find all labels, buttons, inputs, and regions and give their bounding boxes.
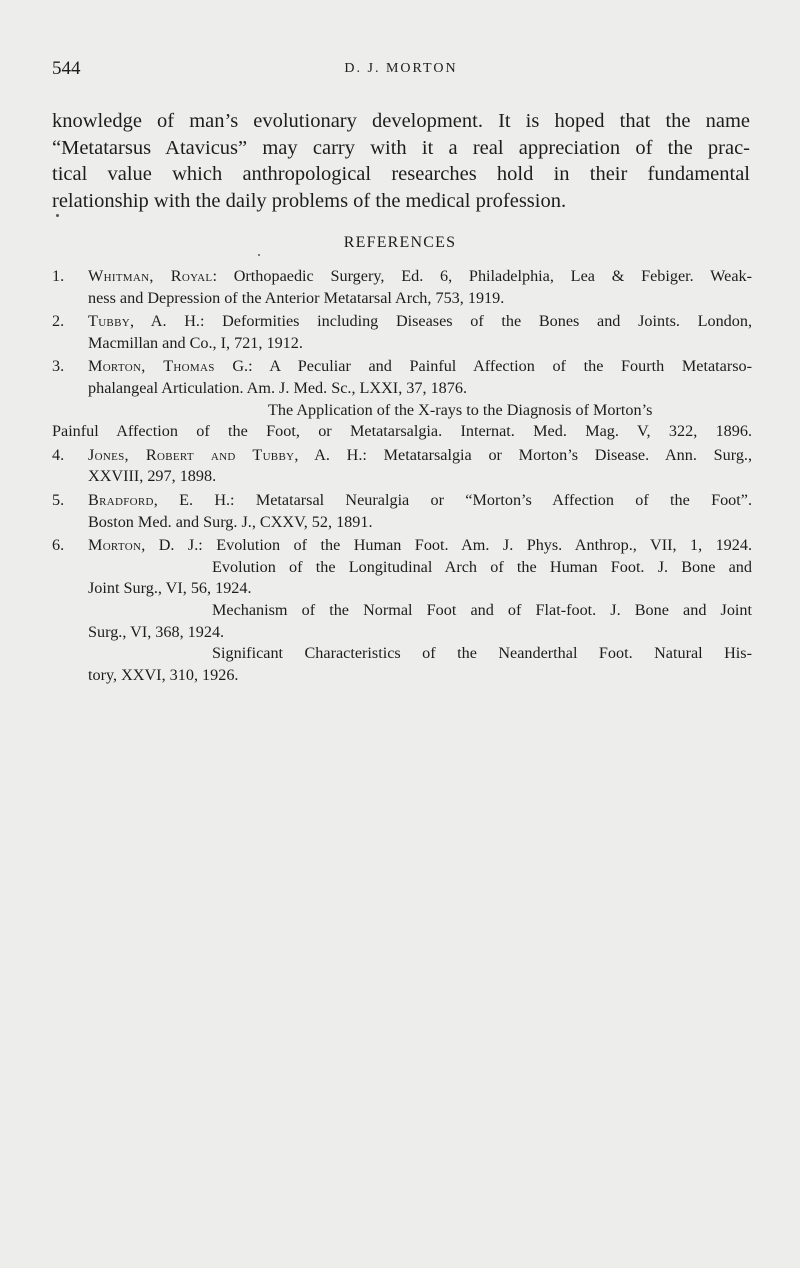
running-head: D. J. MORTON	[344, 61, 458, 76]
reference-text: ness and Depression of the Anterior Metatarsal Arch, 753, 1919.	[88, 288, 505, 307]
reference-text: Painful Affection of the Foot, or Metatarsalgia. Internat. Med. Mag. V, 322, 1896.	[52, 422, 752, 441]
reference-text: Evolution of the Longitudinal Arch of the Human Foot. J. Bone and	[212, 557, 752, 576]
reference-text: Mechanism of the Normal Foot and of Flat-foot. J. Bone and Joint	[212, 600, 752, 619]
body-paragraph	[52, 108, 750, 214]
reference-text: Boston Med. and Surg. J., CXXV, 52, 1891.	[88, 512, 373, 531]
reference-text: , A. H.: Metatarsalgia or Morton’s Disease. Ann. Surg.,	[294, 445, 753, 464]
ink-speck	[258, 254, 260, 256]
reference-item	[52, 445, 752, 488]
reference-number: 1.	[52, 267, 65, 285]
reference-text: The Application of the X-rays to the Diagnosis of Morton’s	[268, 400, 653, 419]
reference-text: G.: A Peculiar and Painful Affection of the Fourth Metatarso-	[214, 357, 752, 376]
reference-number: 4.	[52, 445, 65, 464]
reference-text: Significant Characteristics of the Neanderthal Foot. Natural His-	[212, 644, 752, 663]
reference-text: Macmillan and Co., I, 721, 1912.	[88, 333, 303, 352]
reference-item	[52, 356, 752, 442]
reference-author: Morton	[88, 536, 142, 555]
body-line: “Metatarsus Atavicus” may carry with it a real appreciation of the prac-	[52, 136, 750, 159]
reference-text: , E. H.: Metatarsal Neuralgia or “Morton’s Affection of the Foot”.	[153, 490, 752, 509]
reference-text: Joint Surg., VI, 56, 1924.	[88, 579, 252, 598]
reference-item	[52, 311, 752, 354]
reference-text: tory, XXVI, 310, 1926.	[88, 665, 239, 684]
reference-number: 3.	[52, 357, 65, 376]
reference-text: , D. J.: Evolution of the Human Foot. Am. J. Phys. Anthrop., VII, 1, 1924.	[141, 536, 752, 555]
reference-number: 2.	[52, 312, 65, 331]
body-line: tical value which anthropological researches hold in their fundamental	[52, 163, 750, 185]
reference-item	[52, 535, 752, 686]
body-line: knowledge of man’s evolutionary development. It is hoped that the name	[52, 110, 750, 132]
reference-text: : Orthopaedic Surgery, Ed. 6, Philadelphia, Lea & Febiger. Weak-	[212, 267, 752, 285]
reference-number: 6.	[52, 536, 65, 555]
page-number: 544	[52, 58, 81, 79]
reference-text: XXVIII, 297, 1898.	[88, 467, 217, 486]
references-list	[52, 266, 752, 688]
reference-item	[52, 266, 752, 309]
body-line: relationship with the daily problems of the medical profession.	[52, 189, 567, 212]
reference-text: phalangeal Articulation. Am. J. Med. Sc., LXXI, 37, 1876.	[88, 378, 467, 397]
reference-author: Tubby	[88, 312, 130, 331]
reference-author: Whitman, Royal	[88, 267, 213, 285]
page-header	[52, 58, 750, 82]
reference-text: Surg., VI, 368, 1924.	[88, 622, 225, 641]
reference-text: , A. H.: Deformities including Diseases of the Bones and Joints. London,	[129, 312, 752, 331]
reference-item	[52, 490, 752, 533]
reference-author: Bradford	[88, 490, 154, 509]
references-heading: REFERENCES	[343, 234, 457, 251]
ink-speck	[56, 214, 59, 217]
reference-author: Morton, Thomas	[88, 357, 215, 376]
reference-author: Jones, Robert and Tubby	[88, 445, 295, 464]
reference-number: 5.	[52, 490, 65, 509]
